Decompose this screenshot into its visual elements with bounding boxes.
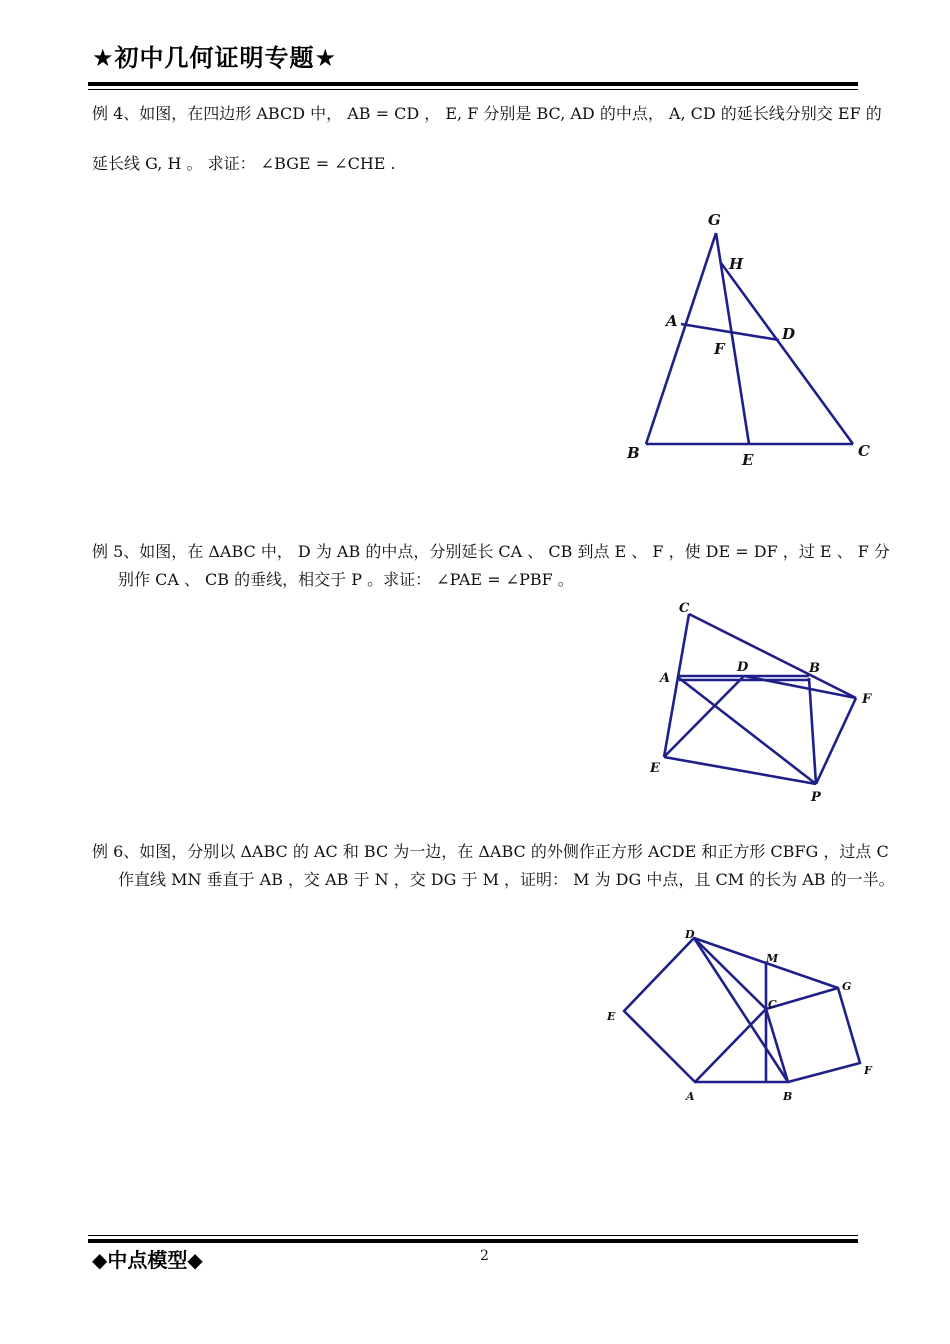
- label-C: C: [858, 442, 870, 460]
- line-FP: [816, 698, 856, 784]
- example-5-line-1: 例 5、如图，在 ΔABC 中， D 为 AB 的中点，分别延长 CA 、 CB 到点 E 、 F ，使 DE = DF ，过 E 、 F 分: [92, 542, 890, 561]
- label-F: F: [862, 692, 872, 707]
- label-F: F: [714, 340, 725, 358]
- line-BP: [809, 678, 816, 784]
- label-M: M: [766, 952, 779, 965]
- label-A: A: [660, 671, 671, 686]
- label-C: C: [768, 998, 777, 1011]
- label-D: D: [685, 928, 695, 941]
- line-GB: [646, 233, 716, 444]
- footer-rule-thin: [88, 1235, 858, 1236]
- header-rule-thick: [88, 82, 858, 86]
- label-F: F: [864, 1064, 872, 1077]
- label-E: E: [742, 451, 754, 469]
- label-D: D: [737, 660, 749, 675]
- example-5-line-2: 别作 CA 、 CB 的垂线，相交于 P 。求证： ∠PAE = ∠PBF 。: [118, 570, 574, 589]
- page-number: 2: [480, 1248, 489, 1264]
- label-B: B: [627, 444, 640, 462]
- example-4-line-1: 例 4、如图，在四边形 ABCD 中， AB = CD ， E, F 分别是 BC, AD 的中点， A, CD 的延长线分别交 EF 的: [92, 104, 882, 123]
- label-B: B: [783, 1090, 793, 1103]
- label-P: P: [811, 790, 821, 805]
- header-rule-thin: [88, 89, 858, 90]
- example-5-figure: [640, 595, 880, 810]
- label-G: G: [842, 980, 852, 993]
- line-CH: [721, 263, 853, 444]
- example-6-figure: [600, 922, 880, 1107]
- label-B: B: [809, 661, 820, 676]
- label-D: D: [782, 325, 796, 343]
- example-4-text: [92, 100, 884, 178]
- label-C: C: [679, 601, 690, 616]
- line-AP: [679, 678, 816, 784]
- line-CF: [689, 614, 856, 698]
- line-EP: [664, 757, 816, 784]
- label-E: E: [650, 761, 660, 776]
- example-6-line-2: 作直线 MN 垂直于 AB ，交 AB 于 N ，交 DG 于 M ，证明： M 为 DG 中点，且 CM 的长为 AB 的一半。: [118, 870, 895, 889]
- label-H: H: [729, 255, 744, 273]
- example-6-text: [92, 838, 895, 894]
- example-5-text: [92, 538, 890, 594]
- label-A: A: [686, 1090, 695, 1103]
- footer-rule-thick: [88, 1239, 858, 1243]
- square-ACDE: [624, 938, 766, 1082]
- page-header-title: ★初中几何证明专题★: [92, 44, 338, 72]
- label-A: A: [666, 312, 678, 330]
- example-4-line-2: 延长线 G, H 。 求证： ∠BGE = ∠CHE .: [92, 154, 396, 173]
- label-G: G: [708, 211, 721, 229]
- footer-title: ◆中点模型◆: [92, 1248, 203, 1272]
- example-4-figure: [600, 200, 900, 480]
- example-6-line-1: 例 6、如图，分别以 ΔABC 的 AC 和 BC 为一边，在 ΔABC 的外侧作正方形 ACDE 和正方形 CBFG ，过点 C: [92, 842, 889, 861]
- label-E: E: [607, 1010, 616, 1023]
